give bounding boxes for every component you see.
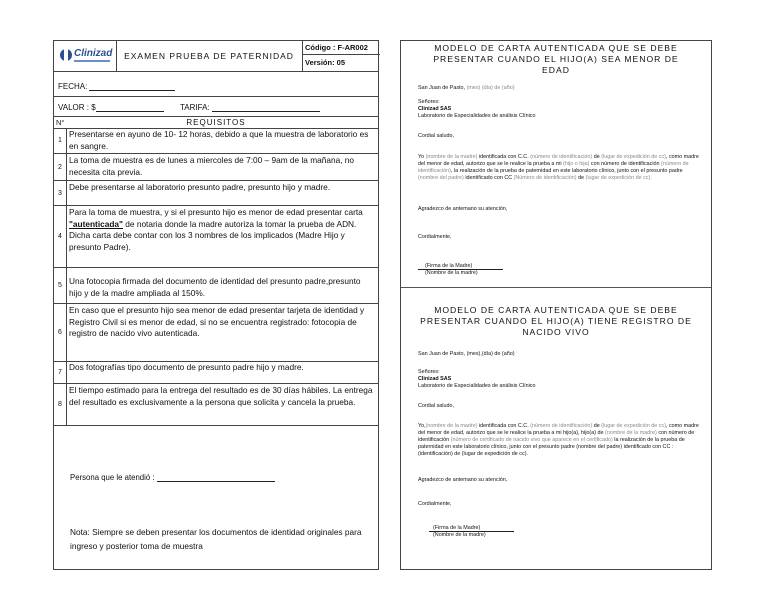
valor-label: VALOR : $: [58, 103, 96, 112]
to-company: Clinizad SAS: [418, 106, 452, 112]
field-placeholder: (número de certificado de nacido vivo que aparece en el certificado): [450, 437, 613, 443]
tarifa-field[interactable]: [212, 103, 320, 112]
req-text: En caso que el presunto hijo sea menor de edad presentar tarjeta de identidad y Registro Civil si es menor de edad, si no se encuentra registrado: fotocopia de registro de nacido vivo autenticada.: [69, 305, 365, 338]
sig-label: (Firma de la Madre): [433, 525, 481, 531]
req-text: La toma de muestra es de lunes a miercoles de 7:00 – 9am de la mañana, no necesita cita previa.: [69, 155, 355, 177]
attended-field[interactable]: [157, 473, 275, 482]
req-text: [69, 207, 375, 253]
body-text: de: [592, 423, 600, 429]
field-placeholder: (nombre de la madre): [425, 423, 478, 429]
body-text: identificado con CC: [463, 175, 513, 181]
col-num: N°: [56, 118, 65, 127]
req-row: [54, 128, 378, 154]
letter1-closing: Cordialmente,: [418, 234, 452, 240]
logo-icon: [60, 49, 72, 61]
req-row: [54, 362, 378, 384]
date-placeholder: (mes) (día) de (año): [466, 85, 515, 91]
fecha-line-wrap: [58, 82, 175, 91]
req-row: [54, 206, 378, 268]
req-text: Una fotocopia firmada del documento de identidad del presunto padre,presunto hijo y de la madre ampliada al 150%.: [69, 276, 361, 298]
body-text: con número de identificación: [589, 161, 660, 167]
field-placeholder: (lugar de expedición de cc): [601, 423, 666, 429]
req-number: 6: [54, 304, 67, 361]
letter2-thanks: Agradezco de antemano su atención,: [418, 477, 508, 483]
date-placeholder: (mes),(día) de (año): [466, 351, 515, 357]
attended-row: [70, 473, 275, 482]
section-divider: [401, 287, 711, 288]
form-title: EXAMEN PRUEBA DE PATERNIDAD: [116, 41, 303, 71]
sig-label: (Firma de la Madre): [425, 263, 473, 269]
field-placeholder: (lugar de expedición de cc).: [585, 175, 652, 181]
letter1-body: [418, 154, 700, 182]
form-header: [54, 41, 378, 72]
letter1-place: [418, 85, 700, 92]
letter1-greeting: Cordial saludo,: [418, 133, 454, 139]
field-placeholder: (Número de identificación): [513, 175, 577, 181]
req-emphasis: "autenticada": [69, 218, 123, 229]
letter2-place: [418, 351, 700, 358]
fecha-label: FECHA:: [58, 82, 88, 91]
field-placeholder: (nombre de la madre): [425, 154, 478, 160]
form-version: Versión: 05: [305, 58, 346, 67]
field-placeholder: (nombre de la madre): [605, 430, 657, 436]
place-text: San Juan de Pasto,: [418, 351, 466, 357]
body-text: , como madre del menor de edad, autorizo que se le realice la prueba a mi: [418, 154, 699, 167]
req-text-part: Para la toma de muestra, y si el presunto hijo es menor de edad presentar carta: [69, 207, 363, 217]
to-company: Clinizad SAS: [418, 376, 452, 382]
body-text: de: [592, 154, 600, 160]
letter2-title: MODELO DE CARTA AUTENTICADA QUE SE DEBE PRESENTAR CUANDO EL HIJO(A) TIENE REGISTRO DE NACIDO VIVO: [420, 305, 692, 337]
logo-name: Clinizad: [74, 48, 113, 59]
clinizad-logo: [54, 41, 117, 71]
body-text: de: [452, 451, 461, 457]
letter2-closing: Cordialmente,: [418, 501, 452, 507]
req-text: El tiempo estimado para la entrega del resultado es de 30 días hábiles. La entrega del resultado es exclusivamente a la persona que solicita y cancela la prueba.: [69, 385, 373, 407]
letter1-thanks: Agradezco de antemano su atención,: [418, 206, 508, 212]
body-text: la realización de la prueba de paternidad en este laboratorio clínico, junto con el presunto padre: [418, 437, 685, 450]
field-placeholder: (hijo o hija): [563, 161, 590, 167]
letter2-body: [418, 423, 700, 458]
req-row: [54, 384, 378, 426]
fecha-field[interactable]: [89, 82, 175, 91]
req-row: [54, 304, 378, 362]
req-number: 3: [54, 181, 67, 205]
tarifa-label: TARIFA:: [180, 103, 210, 112]
form-code: Código : F-AR002: [302, 41, 380, 55]
attended-label: Persona que le atendió :: [70, 473, 155, 482]
place-text: San Juan de Pasto,: [418, 85, 466, 91]
to-line: Señores:: [418, 369, 440, 375]
letter-models-page: [400, 40, 712, 570]
to-line: Laboratorio de Especialidades de análisis Clínico: [418, 113, 536, 119]
field-placeholder: (identificación): [418, 451, 453, 457]
req-number: 5: [54, 268, 67, 303]
to-line: Laboratorio de Especialidades de análisis Clínico: [418, 383, 536, 389]
body-text: , la realización de la prueba de paternidad en este laboratorio clínico, junto con el presunto padre: [450, 168, 683, 174]
valor-field[interactable]: [96, 103, 164, 112]
req-text: Dos fotografías tipo documento de presunto padre hijo y madre.: [69, 362, 304, 372]
sig-label: (Nombre de la madre): [433, 532, 486, 538]
to-line: Señores:: [418, 99, 440, 105]
body-text: Yo: [418, 154, 425, 160]
field-placeholder: (nombre del padre): [576, 444, 623, 450]
body-text: Yo,: [418, 423, 426, 429]
req-text-part: de notaria donde la madre autoriza la tomar la prueba de ADN. Dicha carta debe contar con los 3 nombres de los implicados (Madre Hijo y presunto Padre).: [69, 218, 357, 252]
note-text: Nota: Siempre se deben presentar los documentos de identidad originales para ingreso y posterior toma de muestra: [70, 527, 362, 551]
field-placeholder: (número de identificación): [530, 154, 593, 160]
fecha-row: [54, 71, 378, 97]
req-number: 8: [54, 384, 67, 425]
req-row: [54, 181, 378, 206]
letter2-to: [418, 369, 700, 390]
req-number: 7: [54, 362, 67, 383]
req-row: [54, 154, 378, 181]
letter1-title: MODELO DE CARTA AUTENTICADA QUE SE DEBE PRESENTAR CUANDO EL HIJO(A) SEA MENOR DE EDAD: [433, 43, 679, 75]
req-number: 2: [54, 154, 67, 180]
req-text: Presentarse en ayuno de 10- 12 horas, debido a que la muestra de laboratorio es en sangre.: [69, 129, 369, 151]
body-text: de: [576, 175, 585, 181]
body-text: identificada con C.C.: [477, 154, 529, 160]
body-text: con número de identificación: [418, 430, 695, 443]
body-text: identificada con C.C.: [477, 423, 529, 429]
body-text: , como madre del menor de edad, autorizo que se le realice la prueba a mi hijo(a), hijo(a) de: [418, 423, 699, 436]
exam-form-page: [53, 40, 379, 570]
req-text: Debe presentarse al laboratorio presunto padre, presunto hijo y madre.: [69, 182, 331, 192]
col-requisitos: REQUISITOS: [186, 118, 246, 127]
body-text: identificado con CC :: [622, 444, 674, 450]
req-number: 1: [54, 128, 67, 153]
valor-row: [54, 97, 378, 117]
letter2-sig: [433, 525, 715, 539]
tarifa-line-wrap: [180, 103, 320, 112]
field-placeholder: (lugar de expedición de cc).: [461, 451, 528, 457]
sig-label: (Nombre de la madre): [425, 270, 478, 276]
field-placeholder: (lugar de expedición de cc): [601, 154, 666, 160]
letter1-sig: [425, 263, 707, 277]
letter2-greeting: Cordial saludo,: [418, 403, 454, 409]
logo-underline: [74, 60, 110, 62]
req-row: [54, 268, 378, 304]
field-placeholder: (nombre del padre): [418, 175, 464, 181]
valor-line-wrap: [58, 103, 164, 112]
letter1-to: [418, 99, 700, 120]
field-placeholder: (número de identificación): [418, 161, 689, 174]
field-placeholder: (número de identificación): [530, 423, 593, 429]
req-number: 4: [54, 206, 67, 267]
